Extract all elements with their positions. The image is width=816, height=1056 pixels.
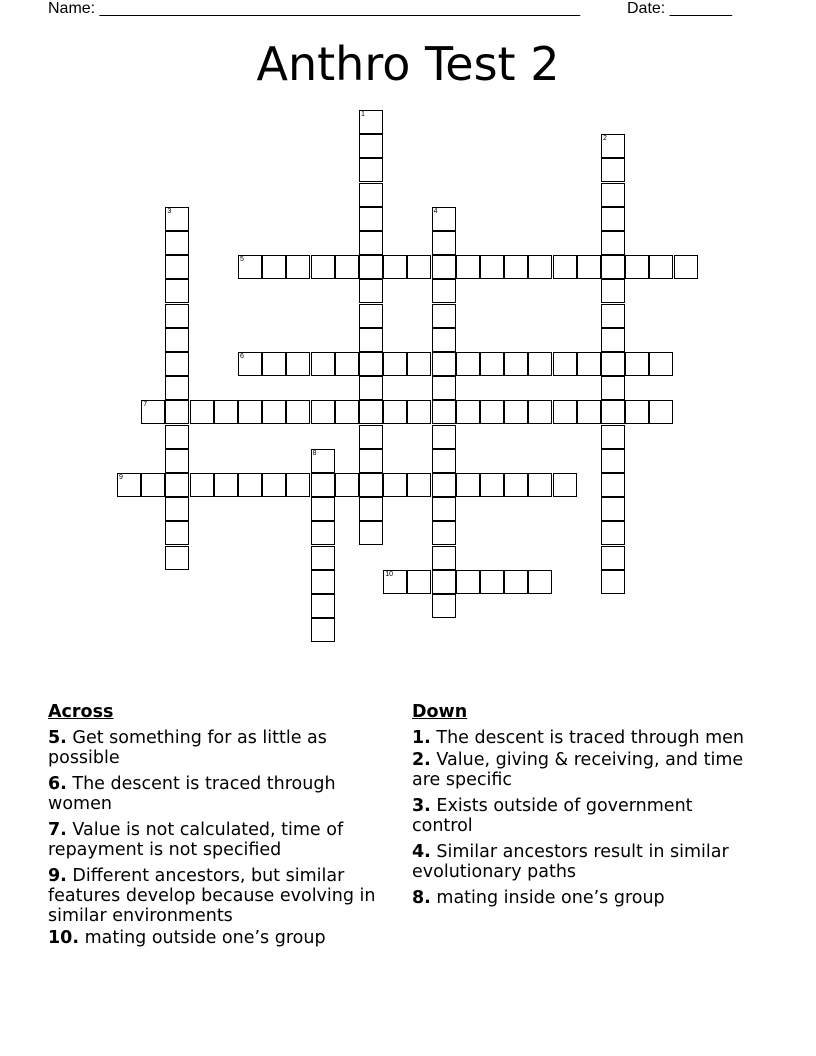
crossword-cell[interactable] bbox=[383, 255, 407, 279]
crossword-cell[interactable] bbox=[504, 352, 528, 376]
crossword-cell[interactable] bbox=[238, 255, 262, 279]
crossword-cell[interactable] bbox=[601, 207, 625, 231]
crossword-cell[interactable] bbox=[311, 521, 335, 545]
crossword-cell[interactable] bbox=[601, 425, 625, 449]
clue-text: mating inside one’s group bbox=[436, 888, 665, 908]
crossword-cell[interactable] bbox=[432, 207, 456, 231]
crossword-cell[interactable] bbox=[601, 546, 625, 570]
crossword-cell[interactable] bbox=[553, 352, 577, 376]
crossword-cell[interactable] bbox=[528, 473, 552, 497]
crossword-cell[interactable] bbox=[456, 255, 480, 279]
crossword-cell[interactable] bbox=[432, 546, 456, 570]
crossword-cell[interactable] bbox=[165, 304, 189, 328]
crossword-cell[interactable] bbox=[238, 352, 262, 376]
clue-text: The descent is traced through women bbox=[48, 774, 336, 814]
crossword-cell[interactable] bbox=[286, 255, 310, 279]
crossword-cell[interactable] bbox=[432, 255, 456, 279]
crossword-cell[interactable] bbox=[359, 521, 383, 545]
crossword-cell[interactable] bbox=[311, 400, 335, 424]
crossword-cell[interactable] bbox=[165, 425, 189, 449]
crossword-cell[interactable] bbox=[359, 183, 383, 207]
crossword-cell[interactable] bbox=[407, 352, 431, 376]
crossword-cell[interactable] bbox=[480, 570, 504, 594]
across-clue bbox=[48, 774, 400, 814]
down-clue bbox=[412, 888, 752, 908]
crossword-cell[interactable] bbox=[190, 473, 214, 497]
crossword-cell[interactable] bbox=[456, 400, 480, 424]
crossword-cell[interactable] bbox=[383, 473, 407, 497]
crossword-cell[interactable] bbox=[601, 304, 625, 328]
clue-number: 2. bbox=[412, 750, 431, 770]
crossword-cell[interactable] bbox=[359, 352, 383, 376]
crossword-cell[interactable] bbox=[335, 473, 359, 497]
cell-number: 7 bbox=[143, 401, 148, 409]
down-clue bbox=[412, 728, 752, 748]
down-heading: Down bbox=[412, 702, 468, 722]
down-clue bbox=[412, 796, 752, 836]
crossword-cell[interactable] bbox=[625, 255, 649, 279]
cell-number: 1 bbox=[361, 111, 365, 118]
crossword-cell[interactable] bbox=[480, 400, 504, 424]
crossword-cell[interactable] bbox=[601, 400, 625, 424]
crossword-cell[interactable] bbox=[456, 473, 480, 497]
crossword-cell[interactable] bbox=[262, 352, 286, 376]
crossword-cell[interactable] bbox=[359, 279, 383, 303]
crossword-cell[interactable] bbox=[359, 425, 383, 449]
crossword-cell[interactable] bbox=[625, 400, 649, 424]
crossword-cell[interactable] bbox=[359, 449, 383, 473]
crossword-cell[interactable] bbox=[601, 521, 625, 545]
crossword-cell[interactable] bbox=[432, 304, 456, 328]
crossword-cell[interactable] bbox=[165, 328, 189, 352]
clue-number: 10. bbox=[48, 928, 80, 948]
crossword-cell[interactable] bbox=[528, 570, 552, 594]
crossword-cell[interactable] bbox=[407, 255, 431, 279]
crossword-cell[interactable] bbox=[262, 473, 286, 497]
crossword-cell[interactable] bbox=[383, 352, 407, 376]
clue-text: Value is not calculated, time of repayment is not specified bbox=[48, 820, 344, 860]
crossword-cell[interactable] bbox=[141, 473, 165, 497]
crossword-cell[interactable] bbox=[601, 497, 625, 521]
crossword-cell[interactable] bbox=[528, 400, 552, 424]
cell-number: 10 bbox=[385, 570, 393, 578]
cell-number: 9 bbox=[119, 474, 123, 481]
crossword-cell[interactable] bbox=[432, 279, 456, 303]
cell-number: 8 bbox=[312, 449, 317, 457]
across-clues bbox=[48, 702, 400, 954]
crossword-cell[interactable] bbox=[480, 473, 504, 497]
crossword-cell[interactable] bbox=[359, 304, 383, 328]
clue-number: 5. bbox=[48, 728, 67, 748]
crossword-cell[interactable] bbox=[165, 400, 189, 424]
crossword-cell[interactable] bbox=[141, 400, 165, 424]
crossword-cell[interactable] bbox=[407, 570, 431, 594]
across-clue bbox=[48, 820, 400, 860]
crossword-cell[interactable] bbox=[432, 497, 456, 521]
clue-text: Get something for as little as possible bbox=[48, 728, 327, 768]
crossword-cell[interactable] bbox=[407, 400, 431, 424]
crossword-cell[interactable] bbox=[432, 521, 456, 545]
crossword-cell[interactable] bbox=[383, 400, 407, 424]
crossword-cell[interactable] bbox=[553, 400, 577, 424]
crossword-cell[interactable] bbox=[238, 400, 262, 424]
crossword-cell[interactable] bbox=[165, 376, 189, 400]
crossword-cell[interactable] bbox=[601, 183, 625, 207]
across-heading: Across bbox=[48, 702, 114, 722]
crossword-cell[interactable] bbox=[311, 618, 335, 642]
crossword-cell[interactable] bbox=[165, 546, 189, 570]
crossword-cell[interactable] bbox=[262, 255, 286, 279]
page-title: Anthro Test 2 bbox=[256, 37, 560, 91]
date-field[interactable]: Date: _______ bbox=[627, 0, 732, 17]
crossword-cell[interactable] bbox=[601, 158, 625, 182]
crossword-cell[interactable] bbox=[238, 473, 262, 497]
crossword-cell[interactable] bbox=[432, 570, 456, 594]
clue-text: Different ancestors, but similar features develop because evolving in similar environments bbox=[48, 866, 376, 926]
crossword-cell[interactable] bbox=[165, 231, 189, 255]
crossword-cell[interactable] bbox=[359, 497, 383, 521]
crossword-cell[interactable] bbox=[262, 400, 286, 424]
crossword-cell[interactable] bbox=[480, 255, 504, 279]
crossword-cell[interactable] bbox=[601, 570, 625, 594]
crossword-cell[interactable] bbox=[359, 207, 383, 231]
crossword-cell[interactable] bbox=[359, 376, 383, 400]
crossword-cell[interactable] bbox=[165, 352, 189, 376]
crossword-cell[interactable] bbox=[432, 400, 456, 424]
crossword-cell[interactable] bbox=[407, 473, 431, 497]
crossword-cell[interactable] bbox=[601, 134, 625, 158]
crossword-cell[interactable] bbox=[577, 255, 601, 279]
crossword-cell[interactable] bbox=[649, 255, 673, 279]
crossword-cell[interactable] bbox=[311, 546, 335, 570]
crossword-cell[interactable] bbox=[456, 570, 480, 594]
crossword-cell[interactable] bbox=[649, 352, 673, 376]
crossword-cell[interactable] bbox=[432, 425, 456, 449]
clue-number: 3. bbox=[412, 796, 431, 816]
crossword-cell[interactable] bbox=[601, 449, 625, 473]
crossword-cell[interactable] bbox=[165, 473, 189, 497]
clue-text: Exists outside of government control bbox=[412, 796, 693, 836]
crossword-cell[interactable] bbox=[165, 279, 189, 303]
crossword-cell[interactable] bbox=[335, 400, 359, 424]
crossword-cell[interactable] bbox=[335, 352, 359, 376]
crossword-cell[interactable] bbox=[504, 473, 528, 497]
crossword-cell[interactable] bbox=[432, 449, 456, 473]
crossword-cell[interactable] bbox=[359, 328, 383, 352]
crossword-cell[interactable] bbox=[432, 352, 456, 376]
clue-text: Value, giving & receiving, and time are specific bbox=[412, 750, 744, 790]
crossword-cell[interactable] bbox=[214, 400, 238, 424]
clue-text: The descent is traced through men bbox=[436, 728, 745, 748]
across-clue bbox=[48, 728, 400, 768]
crossword-cell[interactable] bbox=[528, 255, 552, 279]
crossword-cell[interactable] bbox=[311, 352, 335, 376]
crossword-cell[interactable] bbox=[577, 400, 601, 424]
crossword-cell[interactable] bbox=[190, 400, 214, 424]
crossword-cell[interactable] bbox=[286, 473, 310, 497]
crossword-cell[interactable] bbox=[504, 570, 528, 594]
crossword-cell[interactable] bbox=[359, 158, 383, 182]
crossword-cell[interactable] bbox=[311, 594, 335, 618]
crossword-cell[interactable] bbox=[432, 376, 456, 400]
clue-text: mating outside one’s group bbox=[84, 928, 326, 948]
crossword-cell[interactable] bbox=[456, 352, 480, 376]
crossword-cell[interactable] bbox=[165, 497, 189, 521]
crossword-cell[interactable] bbox=[359, 231, 383, 255]
crossword-cell[interactable] bbox=[311, 570, 335, 594]
crossword-cell[interactable] bbox=[601, 255, 625, 279]
crossword-cell[interactable] bbox=[335, 255, 359, 279]
crossword-cell[interactable] bbox=[359, 134, 383, 158]
crossword-cell[interactable] bbox=[625, 352, 649, 376]
crossword-cell[interactable] bbox=[432, 473, 456, 497]
clue-number: 4. bbox=[412, 842, 431, 862]
clue-number: 8. bbox=[412, 888, 431, 908]
down-clue bbox=[412, 842, 752, 882]
clue-text: Similar ancestors result in similar evolutionary paths bbox=[412, 842, 729, 882]
crossword-cell[interactable] bbox=[432, 231, 456, 255]
cell-number: 4 bbox=[433, 207, 438, 215]
clue-number: 1. bbox=[412, 728, 431, 748]
crossword-cell[interactable] bbox=[286, 352, 310, 376]
down-clues bbox=[412, 702, 752, 914]
crossword-cell[interactable] bbox=[165, 207, 189, 231]
cell-number: 5 bbox=[240, 256, 244, 264]
crossword-cell[interactable] bbox=[649, 400, 673, 424]
name-field[interactable]: Name: ______________________________________________________ bbox=[48, 0, 581, 17]
crossword-cell[interactable] bbox=[528, 352, 552, 376]
crossword-cell[interactable] bbox=[383, 570, 407, 594]
crossword-cell[interactable] bbox=[286, 400, 310, 424]
crossword-cell[interactable] bbox=[165, 449, 189, 473]
crossword-cell[interactable] bbox=[311, 449, 335, 473]
crossword-cell[interactable] bbox=[359, 255, 383, 279]
cell-number: 6 bbox=[240, 353, 244, 360]
crossword-cell[interactable] bbox=[480, 352, 504, 376]
crossword-cell[interactable] bbox=[165, 521, 189, 545]
crossword-cell[interactable] bbox=[359, 400, 383, 424]
crossword-cell[interactable] bbox=[214, 473, 238, 497]
down-clue bbox=[412, 750, 752, 790]
across-clue bbox=[48, 866, 400, 926]
crossword-cell[interactable] bbox=[601, 279, 625, 303]
crossword-cell[interactable] bbox=[432, 328, 456, 352]
crossword-cell[interactable] bbox=[601, 231, 625, 255]
crossword-cell[interactable] bbox=[359, 473, 383, 497]
crossword-cell[interactable] bbox=[311, 497, 335, 521]
crossword-cell[interactable] bbox=[553, 255, 577, 279]
crossword-cell[interactable] bbox=[601, 352, 625, 376]
crossword-cell[interactable] bbox=[504, 255, 528, 279]
crossword-cell[interactable] bbox=[432, 594, 456, 618]
across-clue bbox=[48, 928, 400, 948]
clue-number: 7. bbox=[48, 820, 67, 840]
crossword-cell[interactable] bbox=[553, 473, 577, 497]
crossword-cell[interactable] bbox=[577, 352, 601, 376]
crossword-cell[interactable] bbox=[359, 110, 383, 134]
crossword-cell[interactable] bbox=[117, 473, 141, 497]
crossword-cell[interactable] bbox=[601, 376, 625, 400]
crossword-cell[interactable] bbox=[674, 255, 698, 279]
cell-number: 2 bbox=[603, 135, 607, 143]
crossword-cell[interactable] bbox=[601, 473, 625, 497]
cell-number: 3 bbox=[167, 207, 172, 215]
crossword-cell[interactable] bbox=[311, 255, 335, 279]
crossword-cell[interactable] bbox=[601, 328, 625, 352]
clue-number: 6. bbox=[48, 774, 67, 794]
clue-number: 9. bbox=[48, 866, 67, 886]
crossword-cell[interactable] bbox=[165, 255, 189, 279]
crossword-cell[interactable] bbox=[504, 400, 528, 424]
crossword-cell[interactable] bbox=[311, 473, 335, 497]
